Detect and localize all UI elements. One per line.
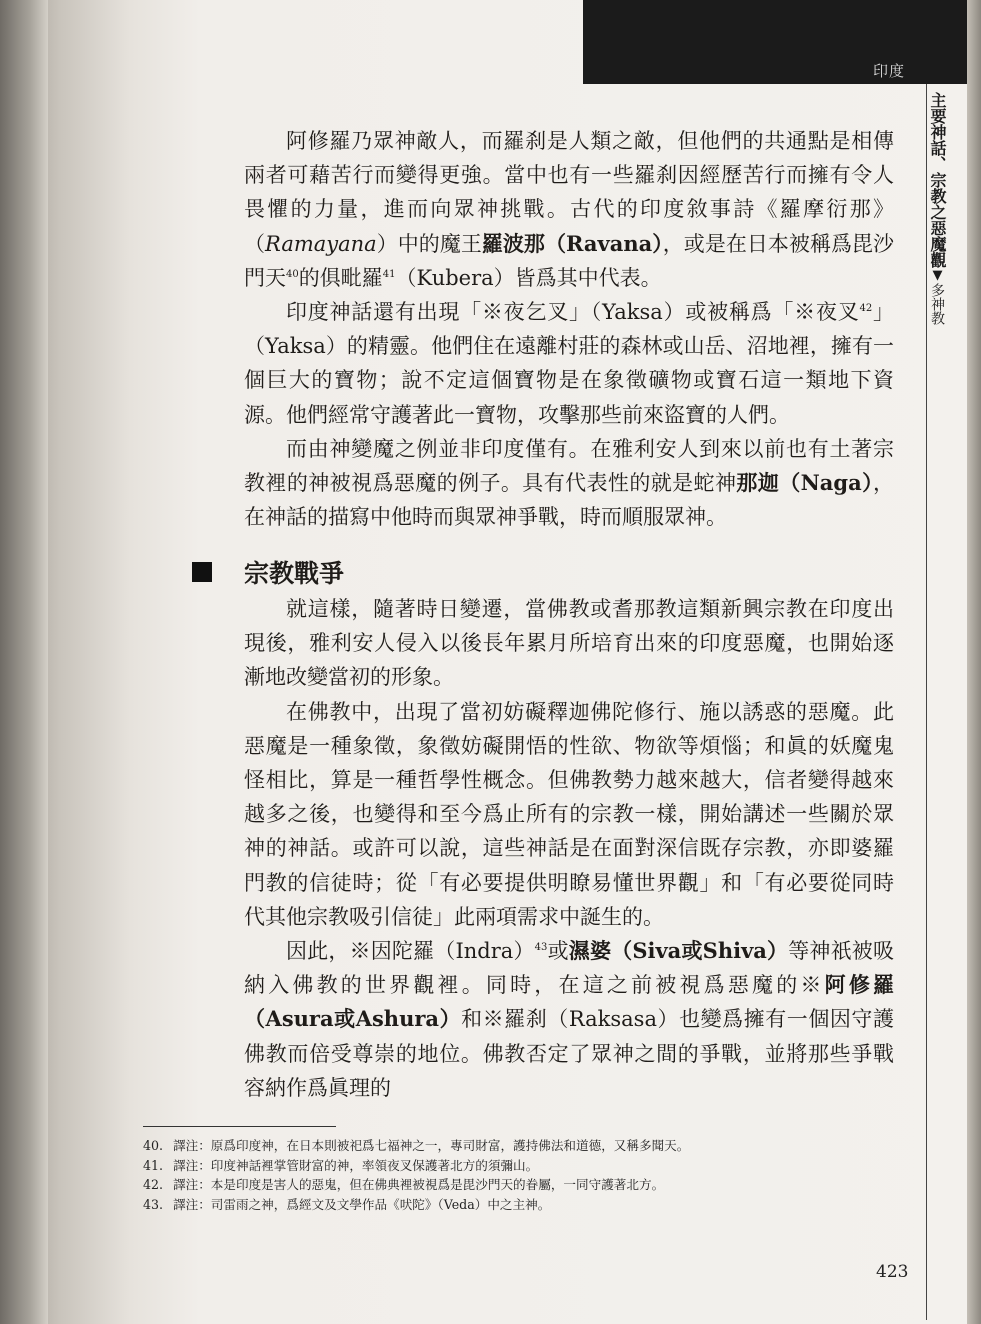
header-label: 印度: [872, 62, 905, 80]
side-tab: [922, 92, 950, 325]
footnote-41: 41. 譯注：印度神話裡掌管財富的神，率領夜叉保護著北方的須彌山。: [143, 1157, 539, 1173]
paragraph-1: 阿修羅乃眾神敵人，而羅刹是人類之敵，但他們的共通點是相傳兩者可藉苦行而變得更強。當中也有一些羅刹因經歷苦行而擁有令人畏懼的力量，進而向眾神挑戰。古代的印度敘事詩《羅摩衍那》（Ramayana）中的魔王羅波那（Ravana），或是在日本被稱爲毘沙門天$^{40}$的俱毗羅$^{41}$（Kubera）皆爲其中代表。: [244, 129, 895, 290]
footnote-ref-40[interactable]: 40: [286, 268, 299, 280]
black-square-icon: [192, 562, 212, 582]
paragraph-2: 印度神話還有出現「※夜乞叉」（Yaksa）或被稱爲「※夜叉$^{42}$」（Yaksa）的精靈。他們住在遠離村莊的森林或山岳、沼地裡，擁有一個巨大的寶物；說不定這個寶物是在象徵礦物或寶石這一類地下資源。他們經常守護著此一寶物，攻擊那些前來盜寶的人們。: [244, 300, 895, 427]
footnote-ref-42[interactable]: 42: [859, 303, 873, 315]
body-text-lower: [244, 592, 894, 1105]
footnote-divider: [143, 1126, 336, 1127]
footnote-ref-43[interactable]: 43: [534, 942, 548, 954]
footnote-43: 43. 譯注：司雷雨之神，爲經文及文學作品《吠陀》（Veda）中之主神。: [143, 1196, 551, 1212]
section-title: 宗教戰爭: [244, 559, 345, 588]
footnote-40: 40. 譯注：原爲印度神，在日本則被祀爲七福神之一，專司財富，護持佛法和道德，又稱多聞天。: [143, 1138, 690, 1153]
footnotes: [143, 1136, 903, 1214]
paragraph-5: 在佛教中，出現了當初妨礙釋迦佛陀修行、施以誘惑的惡魔。此惡魔是一種象徵，象徵妨礙開悟的性欲、物欲等煩惱；和眞的妖魔鬼怪相比，算是一種哲學性概念。但佛教勢力越來越大，信者變得越來越多之後，也變得和至今爲止所有的宗教一樣，開始講述一些關於眾神的神話。或許可以說，這些神話是在面對深信既存宗教，亦即婆羅門教的信徒時；從「有必要提供明瞭易懂世界觀」和「有必要從同時代其他宗教吸引信徒」此兩項需求中誕生的。: [244, 699, 894, 929]
footnote-ref-41[interactable]: 41: [382, 268, 396, 280]
page-number: 423: [876, 1262, 909, 1282]
side-tab-subtitle: 多神教: [929, 283, 945, 325]
footnote-42: 42. 譯注：本是印度是害人的惡鬼，但在佛典裡被視爲是毘沙門天的眷屬，一同守護著北方。: [143, 1177, 665, 1192]
paragraph-6: 因此，※因陀羅（Indra）$^{43}$或濕婆（Siva或Shiva）等神祇被吸納入佛教的世界觀裡。同時，在這之前被視爲惡魔的※阿修羅（Asura或Ashura）和※羅刹（Raksasa）也變爲擁有一個因守護佛教而倍受尊崇的地位。佛教否定了眾神之間的爭戰，並將那些爭戰容納作爲眞理的: [244, 938, 895, 1100]
header-bar: [583, 0, 981, 84]
body-text-upper: [244, 124, 894, 534]
page-edge: [967, 0, 981, 1324]
section-heading: [192, 552, 344, 592]
paragraph-3: 而由神變魔之例並非印度僅有。在雅利安人到來以前也有土著宗教裡的神被視爲惡魔的例子。具有代表性的就是蛇神那迦（Naga），在神話的描寫中他時而與眾神爭戰，時而順服眾神。: [244, 436, 895, 530]
side-tab-title: 主要神話、宗教之惡魔觀: [928, 92, 947, 268]
paragraph-4: 就這樣，隨著時日變遷，當佛教或耆那教這類新興宗教在印度出現後，雅利安人侵入以後長年累月所培育出來的印度惡魔，也開始逐漸地改變當初的形象。: [244, 597, 894, 690]
triangle-marker-icon: ▼: [930, 268, 945, 283]
book-binding: [0, 0, 48, 1324]
